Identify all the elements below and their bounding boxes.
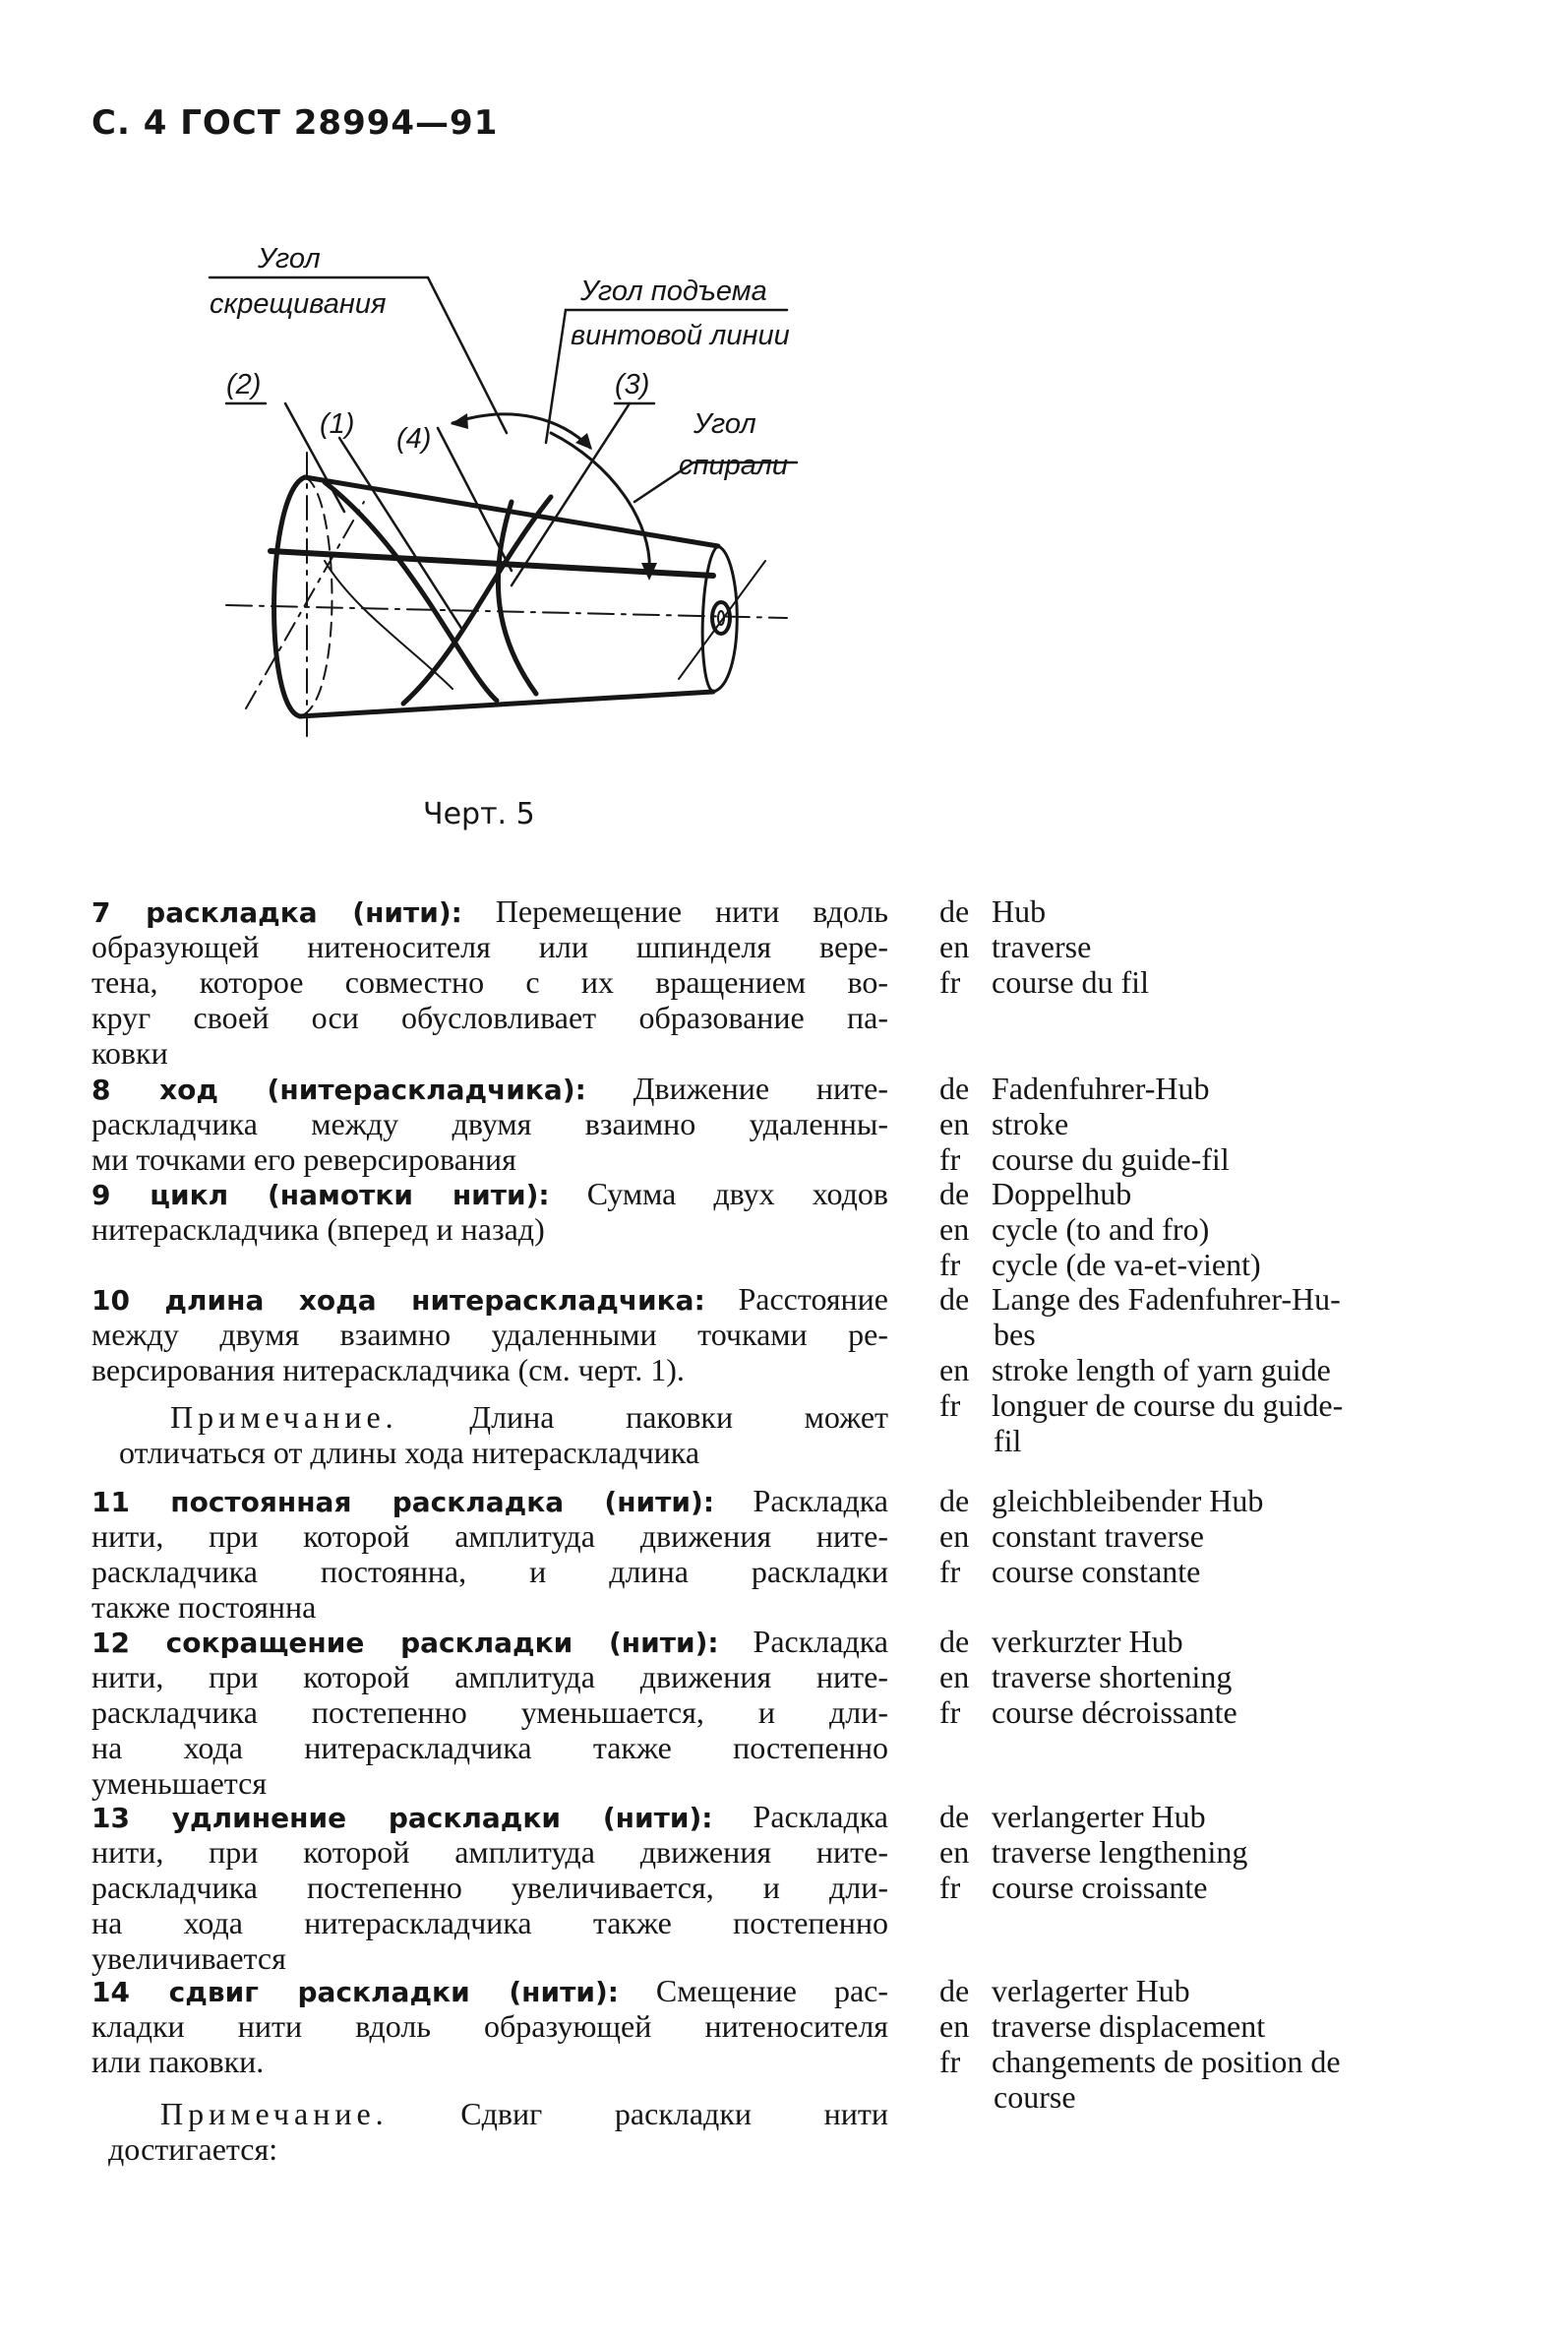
term-line: тена, которое совместно с их вращением во- — [91, 964, 888, 1000]
term-title: 8 ход (нитераскладчика): — [91, 1074, 586, 1106]
figure-caption: Черт. 5 — [423, 797, 535, 831]
label-spiral-angle-2: спирали — [679, 450, 789, 481]
term-line: 11 постоянная раскладка (нити): Раскладка — [91, 1483, 889, 1518]
term-line: 10 длина хода нитераскладчика: Расстояние — [91, 1281, 889, 1317]
term-line: или паковки. — [91, 2044, 265, 2079]
term-12 — [91, 1624, 888, 1801]
term-line: раскладчика постоянна, и длина раскладки — [91, 1554, 888, 1589]
note-label: Примечание. — [160, 2096, 389, 2131]
term-line: 7 раскладка (нити): Перемещение нити вдоль — [91, 893, 888, 929]
label-marker-4: (4) — [396, 423, 432, 455]
term-line: 13 удлинение раскладки (нити): Раскладка — [91, 1799, 888, 1834]
term-line: 14 сдвиг раскладки (нити): Смещение рас- — [91, 1973, 889, 2008]
term-line: также постоянна — [91, 1589, 317, 1625]
term-title: 12 сокращение раскладки (нити): — [91, 1627, 719, 1659]
bobbin-right-end — [713, 546, 737, 692]
yarn-helix-1 — [325, 482, 497, 701]
term-line: 12 сокращение раскладки (нити): Раскладка — [91, 1624, 888, 1659]
term-9 — [91, 1176, 888, 1247]
term-line: на хода нитераскладчика также постепенно — [91, 1905, 888, 1940]
term-line: уменьшается — [91, 1765, 268, 1801]
term-8 — [91, 1071, 888, 1177]
equivalents-11: de gleichbleibender Hub en constant traverse fr course constante — [939, 1483, 1264, 1589]
equivalents-12: de verkurzter Hub en traverse shortening fr course décroissante — [939, 1624, 1237, 1730]
bobbin-left-end — [274, 477, 305, 716]
term-11 — [91, 1483, 888, 1625]
term-7 — [91, 893, 888, 1071]
equivalents-7: de Hub en traverse fr course du fil — [939, 893, 1149, 1000]
label-marker-1: (1) — [320, 408, 355, 440]
term-line: раскладчика между двумя взаимно удаленны- — [91, 1106, 888, 1141]
note-2: Примечание. Сдвиг раскладки нити достигается: — [108, 2096, 889, 2167]
label-crossing-angle-1: Угол — [258, 243, 321, 275]
term-line: версирования нитераскладчика (см. черт. 1). — [91, 1352, 685, 1387]
term-line: ми точками его реверсирования — [91, 1141, 516, 1177]
term-line: нити, при которой амплитуда движения ните- — [91, 1518, 888, 1554]
term-line: на хода нитераскладчика также постепенно — [91, 1730, 888, 1765]
term-10 — [91, 1281, 888, 1387]
term-line: раскладчика постепенно уменьшается, и дли- — [91, 1694, 888, 1730]
spiral-angle-arc — [551, 433, 649, 576]
term-14 — [91, 1973, 888, 2079]
term-line: нити, при которой амплитуда движения ните- — [91, 1659, 888, 1694]
label-marker-2: (2) — [226, 369, 262, 400]
term-title: 13 удлинение раскладки (нити): — [91, 1802, 713, 1834]
term-line: 9 цикл (намотки нити): Сумма двух ходов — [91, 1176, 888, 1211]
term-title: 11 постоянная раскладка (нити): — [91, 1486, 715, 1518]
note-label: Примечание. — [170, 1399, 398, 1435]
figure-bobbin-diagram — [0, 0, 1568, 787]
page-header: С. 4 ГОСТ 28994—91 — [91, 103, 499, 143]
term-line: между двумя взаимно удаленными точками ре- — [91, 1317, 888, 1352]
bobbin-left-end-back — [300, 477, 332, 716]
equivalents-14: de verlagerter Hub en traverse displacement fr changements de position de course — [939, 1973, 1341, 2115]
term-line: образующей нитеносителя или шпинделя вере- — [91, 929, 888, 964]
term-title: 9 цикл (намотки нити): — [91, 1179, 550, 1211]
term-line: нити, при которой амплитуда движения ните- — [91, 1834, 888, 1870]
label-helix-angle-1: Угол подъема — [580, 276, 767, 307]
bobbin-bottom-edge — [300, 692, 713, 716]
term-line: кладки нити вдоль образующей нитеносителя — [91, 2008, 888, 2044]
label-crossing-angle-2: скрещивания — [210, 288, 387, 320]
term-title: 7 раскладка (нити): — [91, 896, 462, 929]
term-line: 8 ход (нитераскладчика): Движение ните- — [91, 1071, 888, 1106]
term-title: 10 длина хода нитераскладчика: — [91, 1284, 705, 1317]
note-1: Примечание. Длина паковки может отличаться от длины хода нитераскладчика — [119, 1399, 889, 1470]
equivalents-9: de Doppelhub en cycle (to and fro) fr cycle (de va-et-vient) — [939, 1176, 1261, 1282]
term-line: ковки — [91, 1035, 168, 1071]
term-line: круг своей оси обусловливает образование па- — [91, 1000, 888, 1035]
term-line: нитераскладчика (вперед и назад) — [91, 1211, 545, 1247]
equivalents-8: de Fadenfuhrer-Hub en stroke fr course du guide-fil — [939, 1071, 1230, 1177]
label-helix-angle-2: винтовой линии — [571, 320, 790, 351]
label-marker-3: (3) — [615, 369, 650, 400]
equivalents-13: de verlangerter Hub en traverse lengthening fr course croissante — [939, 1799, 1248, 1905]
term-line: раскладчика постепенно увеличивается, и дли- — [91, 1870, 888, 1905]
equivalents-10: de Lange des Fadenfuhrer-Hu- bes en stroke length of yarn guide fr longuer de course du guide- fil — [939, 1281, 1344, 1458]
term-13 — [91, 1799, 888, 1976]
term-line: увеличивается — [91, 1940, 286, 1976]
term-title: 14 сдвиг раскладки (нити): — [91, 1976, 619, 2008]
label-spiral-angle-1: Угол — [694, 408, 756, 440]
